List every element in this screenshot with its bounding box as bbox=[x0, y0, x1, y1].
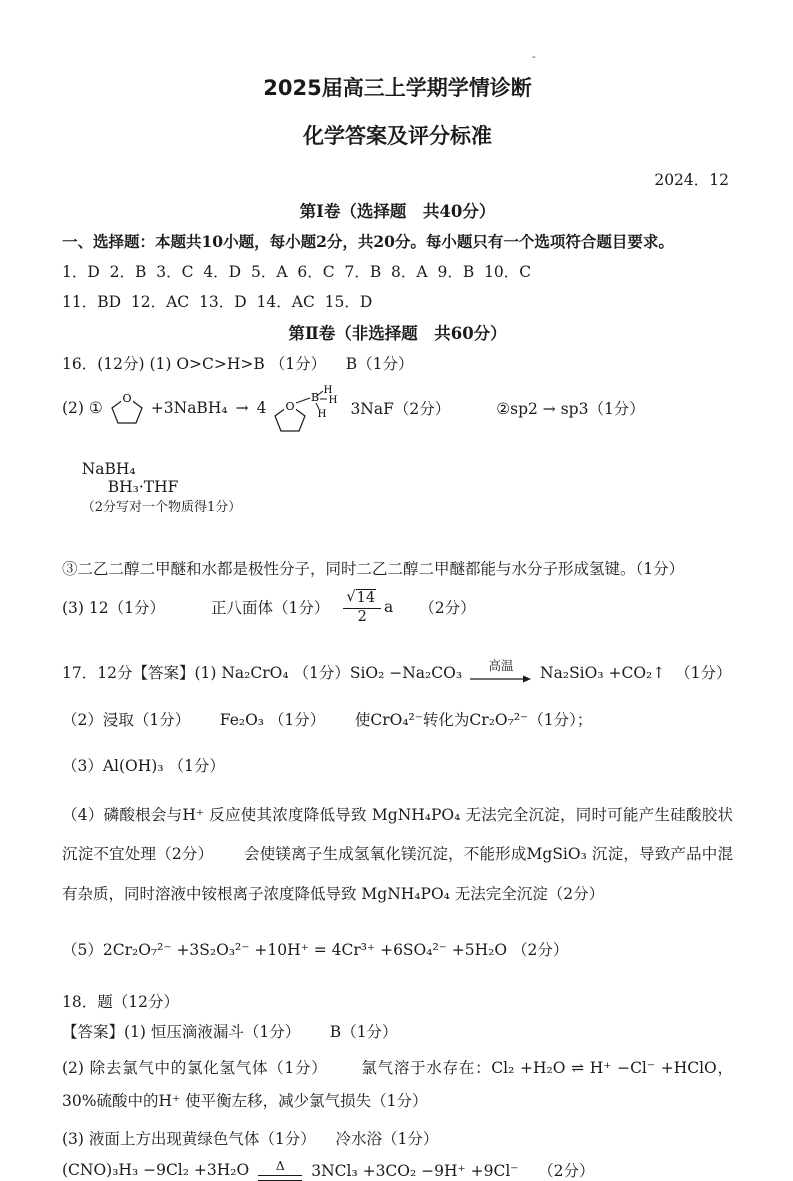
q16-note-bh3thf: BH₃·THF bbox=[107, 478, 179, 496]
q18-answer3: (3) 液面上方出现黄绿色气体（1分） 冷水浴（1分） bbox=[62, 1130, 439, 1149]
hydrogen-atom-label: H bbox=[324, 385, 333, 396]
q18-eq-right: 3NCl₃ +3CO₂ −9H⁺ +9Cl⁻ （2分） bbox=[311, 1162, 595, 1181]
reaction-condition-label: 高温 bbox=[488, 658, 514, 674]
q16-line3: ③二乙二醇二甲醚和水都是极性分子，同时二乙二醇二甲醚都能与水分子形成氢键。（1分） bbox=[62, 560, 685, 578]
part1-heading: 第Ⅰ卷（选择题 共40分） bbox=[299, 202, 496, 221]
hydrogen-atom-label: H bbox=[318, 409, 327, 420]
double-line bbox=[258, 1175, 302, 1181]
q17-answer1-right: Na₂SiO₃ +CO₂↑ （1分） bbox=[540, 663, 732, 682]
q16-equation-row bbox=[62, 384, 733, 432]
fraction-denominator: 2 bbox=[357, 608, 367, 625]
thf-ring-structure bbox=[109, 392, 145, 425]
fraction-variable: a bbox=[384, 598, 394, 617]
oxygen-atom-label: O bbox=[285, 400, 295, 413]
fraction-numerator bbox=[343, 589, 381, 609]
q16-hybridization: ②sp2 → sp3（1分） bbox=[496, 400, 645, 418]
q16-note-row bbox=[62, 442, 733, 533]
boron-atom-label: B bbox=[311, 391, 320, 404]
answers-11-15: 11．BD 12．AC 13．D 14．AC 15．D bbox=[62, 293, 373, 311]
q17-line2: （2）浸取（1分） Fe₂O₃ （1分） 使CrO₄²⁻转化为Cr₂O₇²⁻（1分）； bbox=[62, 710, 593, 729]
q17-line5: （5）2Cr₂O₇²⁻ +3S₂O₃²⁻ +10H⁺ = 4Cr³⁺ +6SO₄²⁻ +5H₂O （2分） bbox=[62, 941, 569, 960]
sqrt14-over-2-fraction bbox=[343, 589, 381, 625]
q17-line4: （4）磷酸根会与H⁺ 反应使其浓度降低导致 MgNH₄PO₄ 无法完全沉淀，同时可能产生硅酸胶状沉淀不宜处理（2分） 会使镁离子生成氢氧化镁沉淀，不能形成MgSiO₃ 沉淀，导致产品中混有杂质，同时溶液中铵根离子浓度降低导致 MgNH₄PO₄ 无法完全沉淀（2分） bbox=[62, 805, 733, 903]
part2-heading: 第Ⅱ卷（非选择题 共60分） bbox=[288, 324, 507, 343]
q16-eq-product: 3NaF（2分） bbox=[350, 400, 451, 418]
q16-line1: 16．(12分) (1) O>C>H>B （1分） B（1分） bbox=[62, 355, 414, 373]
multiple-choice-intro: 一、选择题：本题共10小题，每小题2分，共20分。每小题只有一个选项符合题目要求。 bbox=[62, 232, 674, 251]
q16-eq-coefficient: 4 bbox=[256, 399, 267, 417]
q16-octahedron-answer: 正八面体（1分） bbox=[210, 599, 330, 618]
oxygen-atom-label: O bbox=[122, 391, 132, 405]
q18-heading: 18．题（12分） bbox=[62, 993, 179, 1012]
q16-note-nabh4: NaBH₄ bbox=[81, 460, 136, 478]
q16-eq-reagent: +3NaBH₄ bbox=[150, 399, 228, 417]
q16-line4-score: （2分） bbox=[419, 599, 476, 618]
q17-line1 bbox=[62, 659, 733, 683]
q16-line4 bbox=[62, 589, 733, 625]
q18-eq-left: (CNO)₃H₃ −9Cl₂ +3H₂O bbox=[62, 1161, 250, 1180]
delta-symbol: Δ bbox=[275, 1158, 285, 1174]
q17-line3: （3）Al(OH)₃ （1分） bbox=[62, 756, 225, 775]
doc-title: 2025届高三上学期学情诊断 bbox=[263, 76, 532, 100]
q16-eq-arrow: → bbox=[235, 399, 249, 417]
q17-answer1-left: 17．12分【答案】(1) Na₂CrO₄ （1分）SiO₂ −Na₂CO₃ bbox=[62, 663, 463, 682]
doc-date: 2024．12 bbox=[654, 171, 729, 189]
q16-note-score: （2分写对一个物质得1分） bbox=[81, 500, 242, 515]
hydrogen-atom-label: H bbox=[329, 395, 338, 406]
q18-answer1: 【答案】(1) 恒压滴液漏斗（1分） B（1分） bbox=[62, 1023, 398, 1042]
delta-over-equals bbox=[258, 1160, 302, 1181]
stray-mark: - bbox=[532, 50, 536, 63]
reaction-condition-arrow bbox=[470, 659, 532, 683]
q16-coordination-number: (3) 12（1分） bbox=[62, 599, 165, 618]
q18-equation-row bbox=[62, 1159, 733, 1181]
radical-sign: √ bbox=[346, 589, 356, 605]
right-arrow-icon bbox=[470, 674, 532, 684]
radicand: 14 bbox=[356, 590, 376, 606]
answers-1-10: 1．D 2．B 3．C 4．D 5．A 6．C 7．B 8．A 9．B 10．C bbox=[62, 263, 532, 281]
doc-subtitle: 化学答案及评分标准 bbox=[303, 124, 492, 148]
thf-bh3-adduct-structure bbox=[272, 384, 344, 432]
q16-eq-prefix: (2) ① bbox=[62, 399, 103, 417]
q18-answer2: (2) 除去氯气中的氯化氢气体（1分） 氯气溶于水存在：Cl₂ +H₂O ⇌ H⁺ −Cl⁻ +HClO，30%硫酸中的H⁺ 使平衡左移，减少氯气损失（1分） bbox=[62, 1059, 733, 1110]
